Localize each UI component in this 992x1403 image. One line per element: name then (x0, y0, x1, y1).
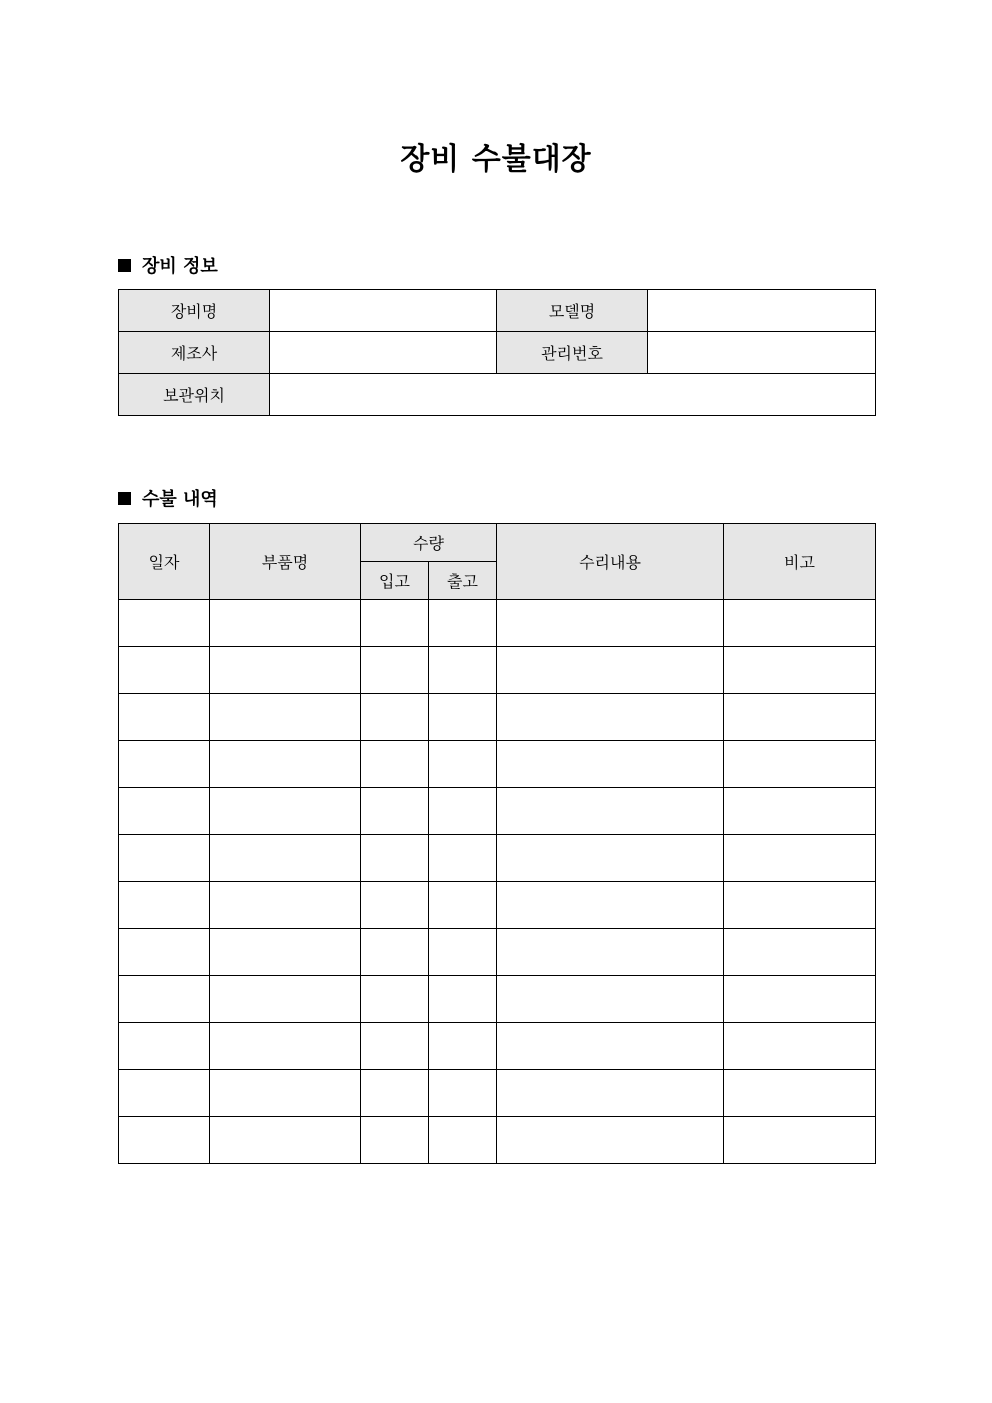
equipment-info-heading-label: 장비 정보 (142, 256, 218, 277)
date-cell[interactable] (119, 694, 210, 741)
quantity-column-header: 수량 (361, 524, 497, 562)
repair-details-cell[interactable] (497, 882, 724, 929)
part-name-cell[interactable] (210, 1070, 361, 1117)
stock-in-cell[interactable] (361, 929, 429, 976)
stock-in-cell[interactable] (361, 882, 429, 929)
stock-out-cell[interactable] (429, 741, 497, 788)
table-row (119, 694, 876, 741)
date-cell[interactable] (119, 1070, 210, 1117)
black-square-icon (118, 259, 131, 272)
repair-details-cell[interactable] (497, 1070, 724, 1117)
equipment-info-heading (118, 252, 218, 278)
repair-details-cell[interactable] (497, 788, 724, 835)
part-name-cell[interactable] (210, 882, 361, 929)
date-cell[interactable] (119, 647, 210, 694)
stock-out-cell[interactable] (429, 835, 497, 882)
stock-out-cell[interactable] (429, 1070, 497, 1117)
stock-out-cell[interactable] (429, 1117, 497, 1164)
management-number-label: 관리번호 (497, 332, 648, 374)
stock-in-cell[interactable] (361, 647, 429, 694)
part-name-column-header: 부품명 (210, 524, 361, 600)
stock-in-cell[interactable] (361, 1023, 429, 1070)
remarks-cell[interactable] (724, 1117, 876, 1164)
remarks-cell[interactable] (724, 882, 876, 929)
table-row (119, 1023, 876, 1070)
part-name-cell[interactable] (210, 976, 361, 1023)
remarks-cell[interactable] (724, 1023, 876, 1070)
stock-in-cell[interactable] (361, 1117, 429, 1164)
date-cell[interactable] (119, 976, 210, 1023)
table-row (119, 976, 876, 1023)
table-row (119, 788, 876, 835)
remarks-cell[interactable] (724, 929, 876, 976)
date-cell[interactable] (119, 882, 210, 929)
remarks-cell[interactable] (724, 741, 876, 788)
repair-details-cell[interactable] (497, 1117, 724, 1164)
part-name-cell[interactable] (210, 647, 361, 694)
remarks-cell[interactable] (724, 600, 876, 647)
equipment-info-table (118, 289, 876, 416)
table-row (119, 1070, 876, 1117)
stock-in-cell[interactable] (361, 788, 429, 835)
storage-location-label: 보관위치 (119, 374, 270, 416)
table-row (119, 929, 876, 976)
part-name-cell[interactable] (210, 1023, 361, 1070)
document-title: 장비 수불대장 (400, 142, 592, 177)
date-cell[interactable] (119, 1023, 210, 1070)
remarks-cell[interactable] (724, 694, 876, 741)
remarks-cell[interactable] (724, 976, 876, 1023)
stock-in-cell[interactable] (361, 1070, 429, 1117)
stock-out-cell[interactable] (429, 882, 497, 929)
part-name-cell[interactable] (210, 741, 361, 788)
date-cell[interactable] (119, 835, 210, 882)
part-name-cell[interactable] (210, 788, 361, 835)
stock-out-cell[interactable] (429, 694, 497, 741)
stock-in-cell[interactable] (361, 741, 429, 788)
stock-out-cell[interactable] (429, 647, 497, 694)
info-row (119, 374, 876, 416)
date-cell[interactable] (119, 1117, 210, 1164)
remarks-column-header: 비고 (724, 524, 876, 600)
part-name-cell[interactable] (210, 835, 361, 882)
part-name-cell[interactable] (210, 1117, 361, 1164)
equipment-name-value[interactable] (270, 290, 497, 332)
repair-details-cell[interactable] (497, 835, 724, 882)
date-cell[interactable] (119, 600, 210, 647)
stock-out-cell[interactable] (429, 788, 497, 835)
manufacturer-value[interactable] (270, 332, 497, 374)
stock-in-cell[interactable] (361, 600, 429, 647)
table-row (119, 741, 876, 788)
remarks-cell[interactable] (724, 647, 876, 694)
date-cell[interactable] (119, 741, 210, 788)
stock-out-cell[interactable] (429, 929, 497, 976)
info-row (119, 290, 876, 332)
part-name-cell[interactable] (210, 694, 361, 741)
ledger-heading (118, 485, 218, 511)
stock-out-column-header: 출고 (429, 562, 497, 600)
repair-details-cell[interactable] (497, 929, 724, 976)
equipment-name-label: 장비명 (119, 290, 270, 332)
stock-out-cell[interactable] (429, 600, 497, 647)
ledger-heading-label: 수불 내역 (142, 489, 218, 510)
repair-details-cell[interactable] (497, 647, 724, 694)
part-name-cell[interactable] (210, 600, 361, 647)
info-row (119, 332, 876, 374)
table-row (119, 1117, 876, 1164)
stock-in-cell[interactable] (361, 976, 429, 1023)
manufacturer-label: 제조사 (119, 332, 270, 374)
remarks-cell[interactable] (724, 835, 876, 882)
stock-in-column-header: 입고 (361, 562, 429, 600)
repair-details-cell[interactable] (497, 694, 724, 741)
management-number-value[interactable] (648, 332, 876, 374)
stock-out-cell[interactable] (429, 976, 497, 1023)
table-row (119, 647, 876, 694)
repair-details-cell[interactable] (497, 741, 724, 788)
storage-location-value[interactable] (270, 374, 876, 416)
ledger-body (119, 600, 876, 1164)
stock-in-cell[interactable] (361, 694, 429, 741)
date-cell[interactable] (119, 929, 210, 976)
ledger-table (118, 523, 876, 1164)
stock-in-cell[interactable] (361, 835, 429, 882)
model-name-value[interactable] (648, 290, 876, 332)
model-name-label: 모델명 (497, 290, 648, 332)
repair-details-cell[interactable] (497, 1023, 724, 1070)
table-row (119, 835, 876, 882)
part-name-cell[interactable] (210, 929, 361, 976)
table-row (119, 600, 876, 647)
remarks-cell[interactable] (724, 788, 876, 835)
date-cell[interactable] (119, 788, 210, 835)
table-row (119, 882, 876, 929)
repair-details-cell[interactable] (497, 976, 724, 1023)
stock-out-cell[interactable] (429, 1023, 497, 1070)
date-column-header: 일자 (119, 524, 210, 600)
repair-details-cell[interactable] (497, 600, 724, 647)
black-square-icon (118, 492, 131, 505)
repair-details-column-header: 수리내용 (497, 524, 724, 600)
ledger-header-row (119, 524, 876, 562)
remarks-cell[interactable] (724, 1070, 876, 1117)
